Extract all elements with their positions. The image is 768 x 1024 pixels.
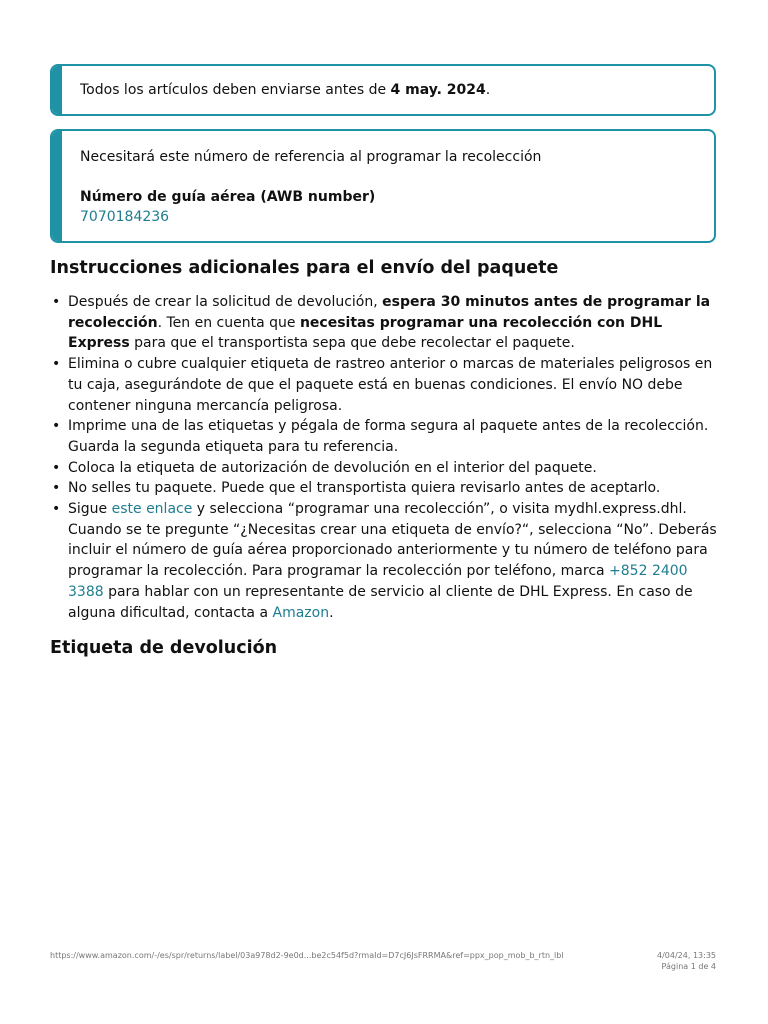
list-item: • Imprime una de las etiquetas y pégala de forma segura al paquete antes de la recolección. Guarda la segunda etiqueta para tu referencia. — [50, 416, 718, 457]
item-text: para hablar con un representante de servicio al cliente de DHL Express. En caso de alguna dificultad, contacta a — [68, 583, 693, 621]
item-text: para que el transportista sepa que debe recolectar el paquete. — [129, 335, 575, 352]
footer-datetime: 4/04/24, 13:35 — [657, 951, 716, 960]
deadline-suffix: . — [485, 82, 491, 98]
deadline-alert — [50, 64, 716, 116]
item-text: . Ten en cuenta que — [157, 314, 300, 331]
reference-alert — [50, 129, 716, 243]
awb-label: Número de guía aérea (AWB number) — [80, 189, 376, 205]
footer-url: https://www.amazon.com/-/es/spr/returns/label/03a978d2-9e0d...be2c54f5d?rmaId=D7cJ6JsFRRMA&ref=ppx_pop_mob_b_rtn_lbl — [50, 951, 564, 960]
item-bold: necesitas programar una recolección con DHL Express — [68, 314, 663, 352]
return-label-heading: Etiqueta de devolución — [50, 638, 278, 658]
list-item: • Coloca la etiqueta de autorización de devolución en el interior del paquete. — [50, 458, 718, 479]
item-text: Sigue — [68, 501, 112, 518]
this-link[interactable]: este enlace — [111, 501, 193, 518]
list-item — [50, 499, 718, 623]
deadline-date: 4 may. 2024 — [390, 82, 486, 98]
item-bold: espera 30 minutos antes de programar la recolección — [68, 294, 711, 331]
list-item: • No selles tu paquete. Puede que el transportista quiera revisarlo antes de aceptarlo. — [50, 478, 718, 499]
deadline-prefix: Todos los artículos deben enviarse antes de — [80, 82, 391, 98]
list-item — [50, 292, 718, 354]
instructions-heading: Instrucciones adicionales para el envío del paquete — [50, 258, 559, 278]
alert-accent-bar — [52, 131, 62, 241]
item-text: y selecciona “programar una recolección”, o visita mydhl.express.dhl. Cuando se te pregunte “¿Necesitas crear una etiqueta de envío?“, selecciona “No”. Deberás incluir el número de guía aérea proporcionado anteriormente y tu número de teléfono para programar la recolección. Para programar la recolección por teléfono, marca — [68, 501, 717, 580]
awb-number[interactable]: 7070184236 — [80, 209, 170, 225]
alert-accent-bar — [52, 66, 62, 114]
item-text: Después de crear la solicitud de devolución, — [68, 294, 383, 310]
list-item: • Elimina o cubre cualquier etiqueta de rastreo anterior o marcas de materiales peligrosos en tu caja, asegurándote de que el paquete está en buenas condiciones. El envío NO debe contener ninguna mercancía peligrosa. — [50, 354, 718, 416]
instructions-list — [50, 292, 718, 623]
deadline-text — [80, 80, 490, 100]
item-text: . — [329, 604, 334, 621]
amazon-link[interactable]: Amazon — [272, 604, 330, 621]
footer-page-number: Página 1 de 4 — [661, 962, 716, 971]
dhl-phone-link[interactable]: +852 2400 3388 — [68, 563, 688, 600]
footer-meta — [657, 950, 716, 972]
reference-intro: Necesitará este número de referencia al programar la recolección — [80, 149, 542, 165]
